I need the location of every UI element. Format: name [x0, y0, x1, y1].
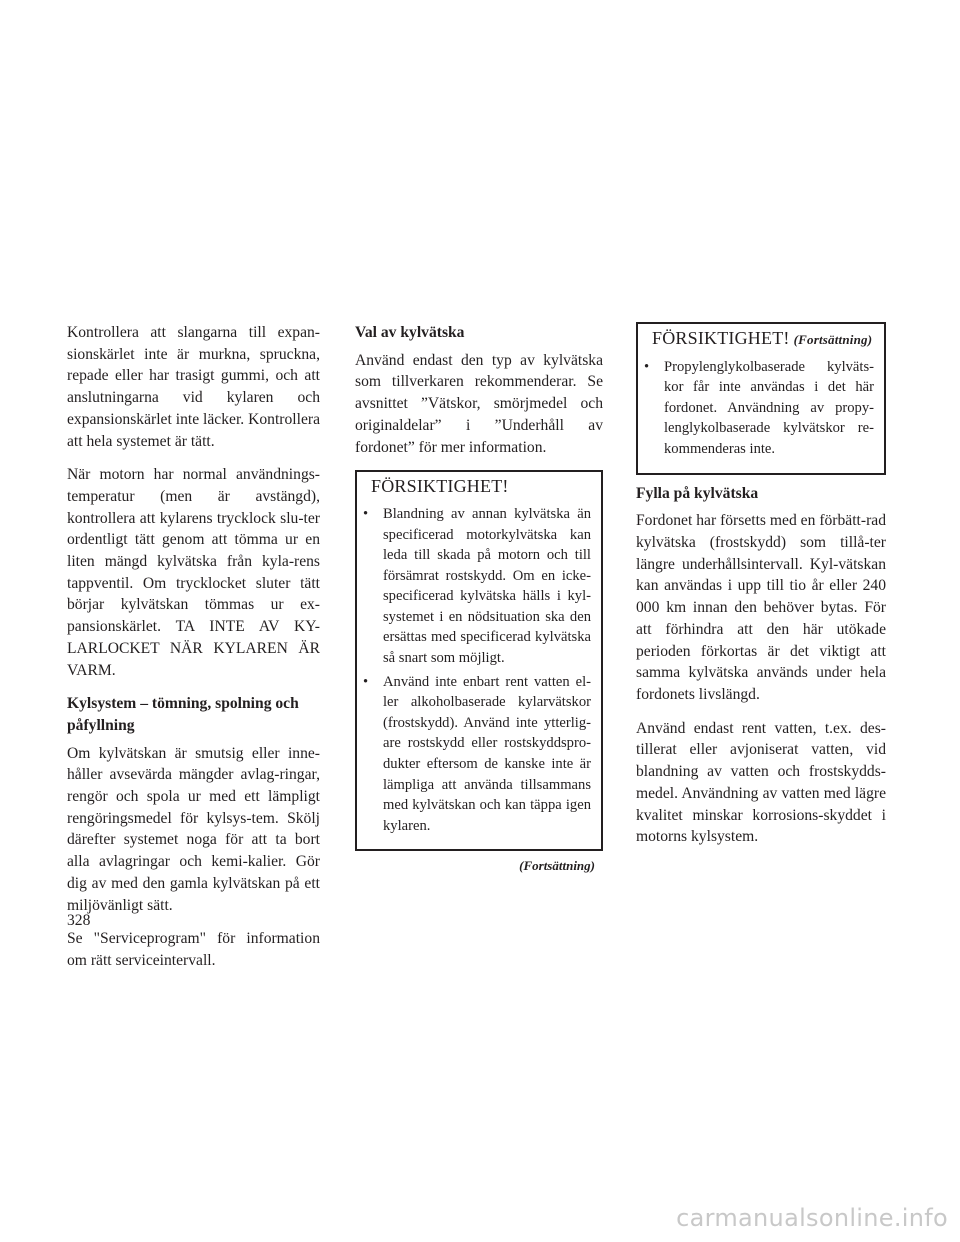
caution-title-text: FÖRSIKTIGHET!: [652, 328, 790, 348]
caution-item: • Blandning av annan kylvätska än specificerad motorkylvätska kan leda till skada på motorn och till försämrat rostskydd. Om en icke-specificerad kylvätska hälls i kyl-systemet i en nödsituation ska den ersättas med specificerad kylvätska så snart som möjligt.: [371, 504, 591, 669]
heading-coolant-selection: Val av kylvätska: [355, 324, 465, 341]
caution-title: [652, 328, 874, 351]
heading-fill-coolant: Fylla på kylvätska: [636, 484, 759, 502]
paragraph-extended-coolant: Fordonet har försetts med en förbätt-rad kylvätska (frostskydd) som tillå-ter längre underhållsintervall. Kyl-vätskan kan användas i upp till tio år eller 240 000 km innan den behöver bytas. För att förhindra att den här utökade perioden förkortas är det viktigt att samma kylvätska används under hela fordonets livslängd.: [636, 512, 886, 703]
caution-box: [355, 470, 603, 851]
caution-title: FÖRSIKTIGHET!: [371, 476, 509, 497]
paragraph-coolant-type: Använd endast den typ av kylvätska som tillverkaren rekommenderar. Se avsnittet ”Vätskor, smörjmedel och originaldelar” i ”Underhåll av fordonet” för mer information.: [355, 351, 603, 456]
caution-item: • Använd inte enbart rent vatten el-ler alkoholbaserade kylarvätskor (frostskydd). Använd inte ytterlig-are rostskydd eller rostskyddspro-dukter eftersom de kanske inte är lämpliga att använda tillsammans med kylvätskan och kan täppa igen kylaren.: [371, 672, 591, 837]
paragraph-hose-check: Kontrollera att slangarna till expan-sionskärlet inte är murkna, spruckna, repade eller har trasigt gummi, och att anslutningarna vid kylaren och expansionskärlet inte läcker. Kontrollera att hela systemet är tätt.: [67, 324, 320, 450]
caution-box-continued: [636, 322, 886, 475]
watermark: carmanualsonline.info: [676, 1204, 948, 1232]
caution-list: [652, 357, 874, 460]
caution-list: [371, 504, 591, 837]
paragraph-service-ref: Se "Serviceprogram" för information om rätt serviceintervall.: [67, 930, 320, 969]
caution-item: • Propylenglykolbaserade kylväts-kor får inte användas i det här fordonet. Användning av propy-lenglykolbaserade kylvätskor re-kommenderas inte.: [652, 357, 874, 460]
column-left: [67, 322, 320, 984]
column-right: [636, 322, 886, 860]
continued-note: (Fortsättning): [519, 858, 595, 874]
paragraph-pressure-cap: När motorn har normal användnings-temperatur (men är avstängd), kontrollera att kylarens trycklock slu-ter ordentligt tätt genom att tömma ur en liten mängd kylvätska från kyla-rens tappventil. Om trycklocket sluter tätt börjar kylvätskan tömmas ur ex-pansionskärlet. TA INTE AV KY-LARLOCKET NÄR KYLAREN ÄR VARM.: [67, 466, 320, 679]
paragraph-water-quality: Använd endast rent vatten, t.ex. des-tillerat eller avjoniserat vatten, vid blandning av vatten och frostskydds-medel. Användning av vatten med lägre kvalitet minskar korrosions-skyddet i motorns kylsystem.: [636, 719, 886, 846]
caution-continued-label: (Fortsättning): [793, 332, 873, 347]
paragraph-flush: Om kylvätskan är smutsig eller inne-håller avsevärda mängder avlag-ringar, rengör och spola ur med ett lämpligt rengöringsmedel för kylsys-tem. Skölj därefter systemet noga för att ta bort alla avlagringar och kemi-kalier. Gör dig av med den gamla kylvätskan på ett miljövänligt sätt.: [67, 744, 320, 914]
column-middle: [355, 322, 603, 877]
heading-drain-flush-fill: Kylsystem – tömning, spolning och påfyllning: [67, 695, 299, 734]
page-number: 328: [67, 912, 91, 929]
